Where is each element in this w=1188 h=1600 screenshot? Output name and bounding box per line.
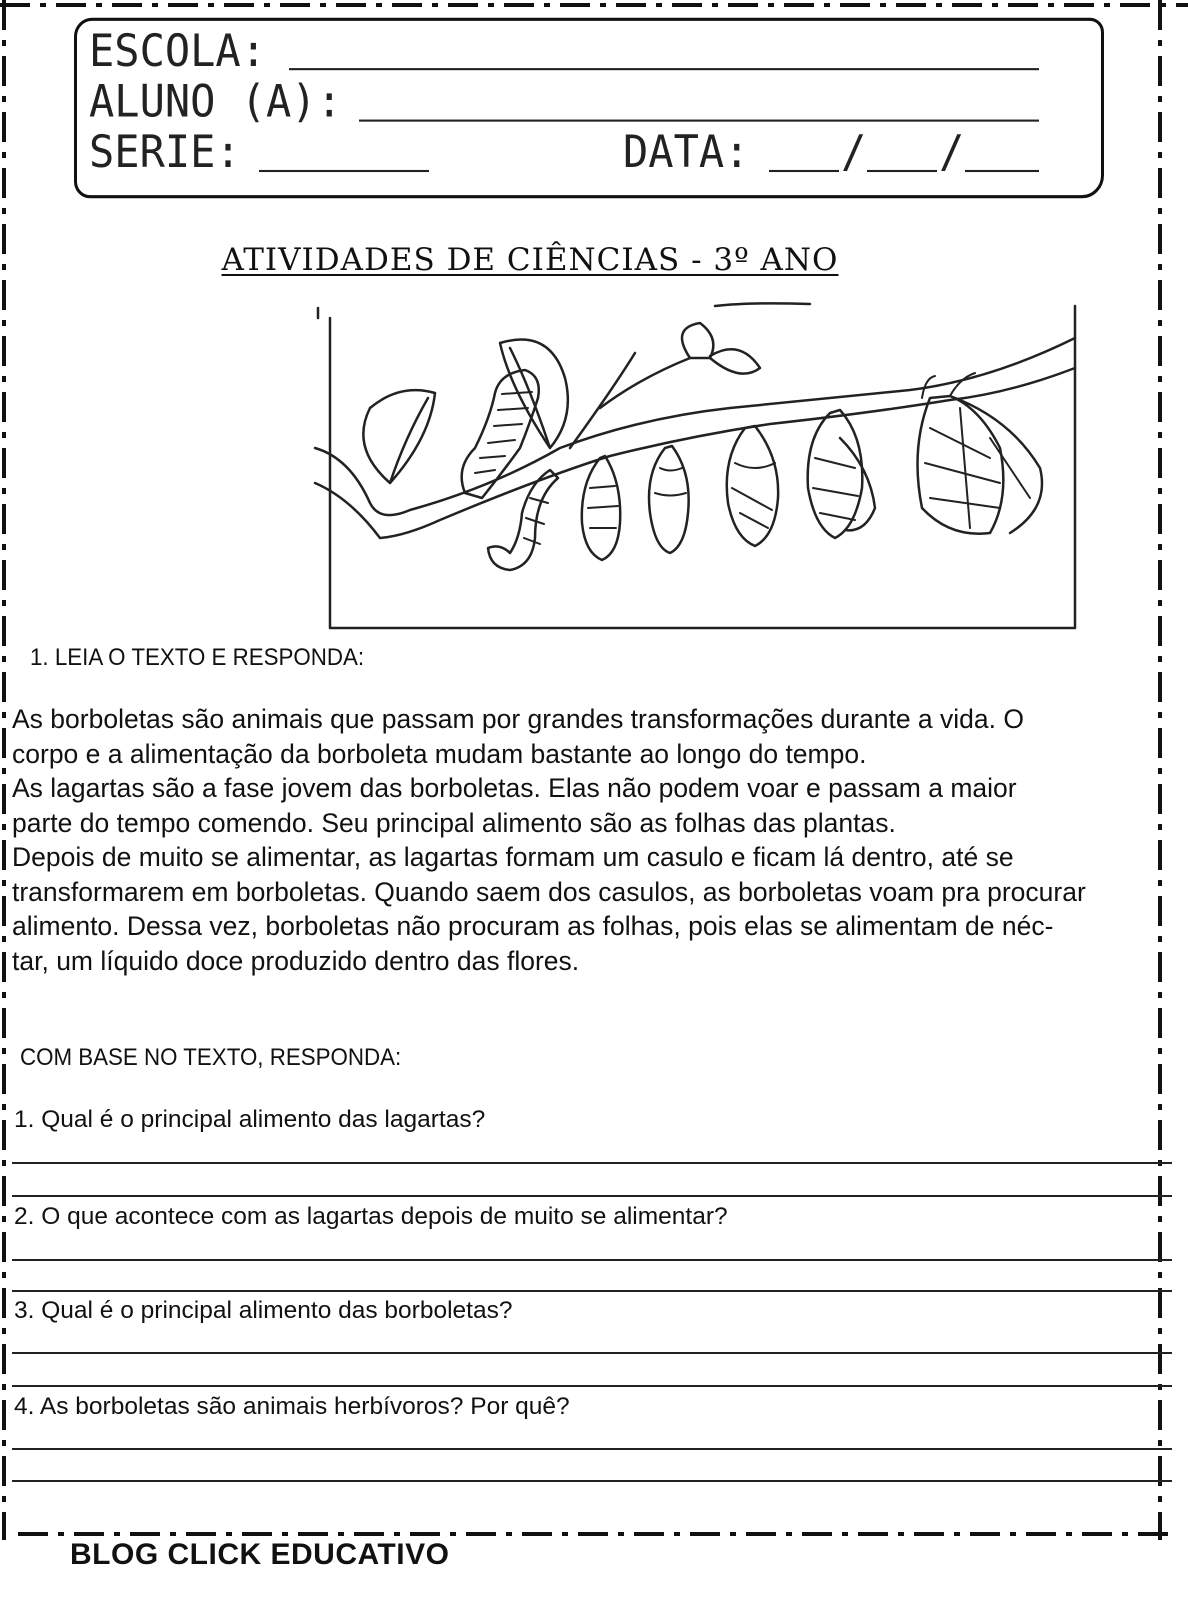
twig: [570, 353, 690, 448]
mature-chrysalis: [727, 426, 778, 546]
text-paragraph: Depois de muito se alimentar, as lagartas formam um casulo e ficam lá dentro, até se transformarem em borboletas. Quando saem dos casulos, as borboletas voam pra procurar alimento. Dessa vez, borboletas não procuram as folhas, pois elas se alimentam de néc- tar, um líquido doce produzido dentro das flores.: [12, 842, 1086, 976]
date-day-field[interactable]: [769, 170, 839, 172]
answer-line[interactable]: [12, 1162, 1172, 1164]
answer-line[interactable]: [12, 1290, 1172, 1292]
leaf: [363, 390, 435, 483]
serie-field[interactable]: [259, 170, 429, 172]
question: 1. Qual é o principal alimento das lagartas?: [14, 1106, 486, 1133]
branch: [315, 368, 1075, 538]
answer-line[interactable]: [12, 1352, 1172, 1354]
text-paragraph: As lagartas são a fase jovem das borboletas. Elas não podem voar e passam a maior parte do tempo comendo. Seu principal alimento são as folhas das plantas.: [12, 773, 1017, 838]
emerging-butterfly: [808, 410, 875, 538]
question: 2. O que acontece com as lagartas depois de muito se alimentar?: [14, 1203, 728, 1230]
page-border-top: [0, 3, 1188, 7]
date-separator: /: [939, 125, 965, 178]
page-title: ATIVIDADES DE CIÊNCIAS - 3º ANO: [221, 242, 839, 278]
frame: [318, 306, 1075, 628]
data-label: DATA:: [623, 125, 750, 178]
aluno-label: ALUNO (A):: [89, 75, 342, 127]
answer-line[interactable]: [12, 1385, 1172, 1387]
butterfly-life-cycle-illustration: [310, 298, 1080, 630]
section-heading-read: 1. LEIA O TEXTO E RESPONDA:: [30, 644, 365, 671]
page-border-bottom: [18, 1532, 1168, 1536]
date-year-field[interactable]: [965, 170, 1039, 172]
aluno-field[interactable]: [359, 120, 1039, 122]
section-heading-answer: COM BASE NO TEXTO, RESPONDA:: [20, 1044, 402, 1071]
escola-label: ESCOLA:: [89, 25, 267, 77]
page-border-left: [2, 0, 6, 1540]
student-info-box: [74, 18, 1104, 199]
hanging-caterpillar: [488, 470, 558, 570]
text-paragraph: As borboletas são animais que passam por grandes transformações durante a vida. O corpo e a alimentação da borboleta mudam bastante ao longo do tempo.: [12, 704, 1024, 769]
date-separator: /: [841, 125, 867, 178]
answer-line[interactable]: [12, 1259, 1172, 1261]
answer-line[interactable]: [12, 1448, 1172, 1450]
footer-blog-name: BLOG CLICK EDUCATIVO: [70, 1538, 450, 1571]
date-month-field[interactable]: [867, 170, 937, 172]
answer-line[interactable]: [12, 1480, 1172, 1482]
leaf: [682, 323, 760, 374]
frame-top: [715, 303, 810, 306]
chrysalis: [649, 446, 689, 553]
answer-line[interactable]: [12, 1195, 1172, 1197]
question: 4. As borboletas são animais herbívoros? Por quê?: [14, 1393, 570, 1420]
adult-butterfly: [918, 396, 1043, 534]
question: 3. Qual é o principal alimento das borboletas?: [14, 1297, 513, 1324]
serie-label: SERIE:: [89, 125, 241, 178]
escola-field[interactable]: [289, 68, 1039, 70]
